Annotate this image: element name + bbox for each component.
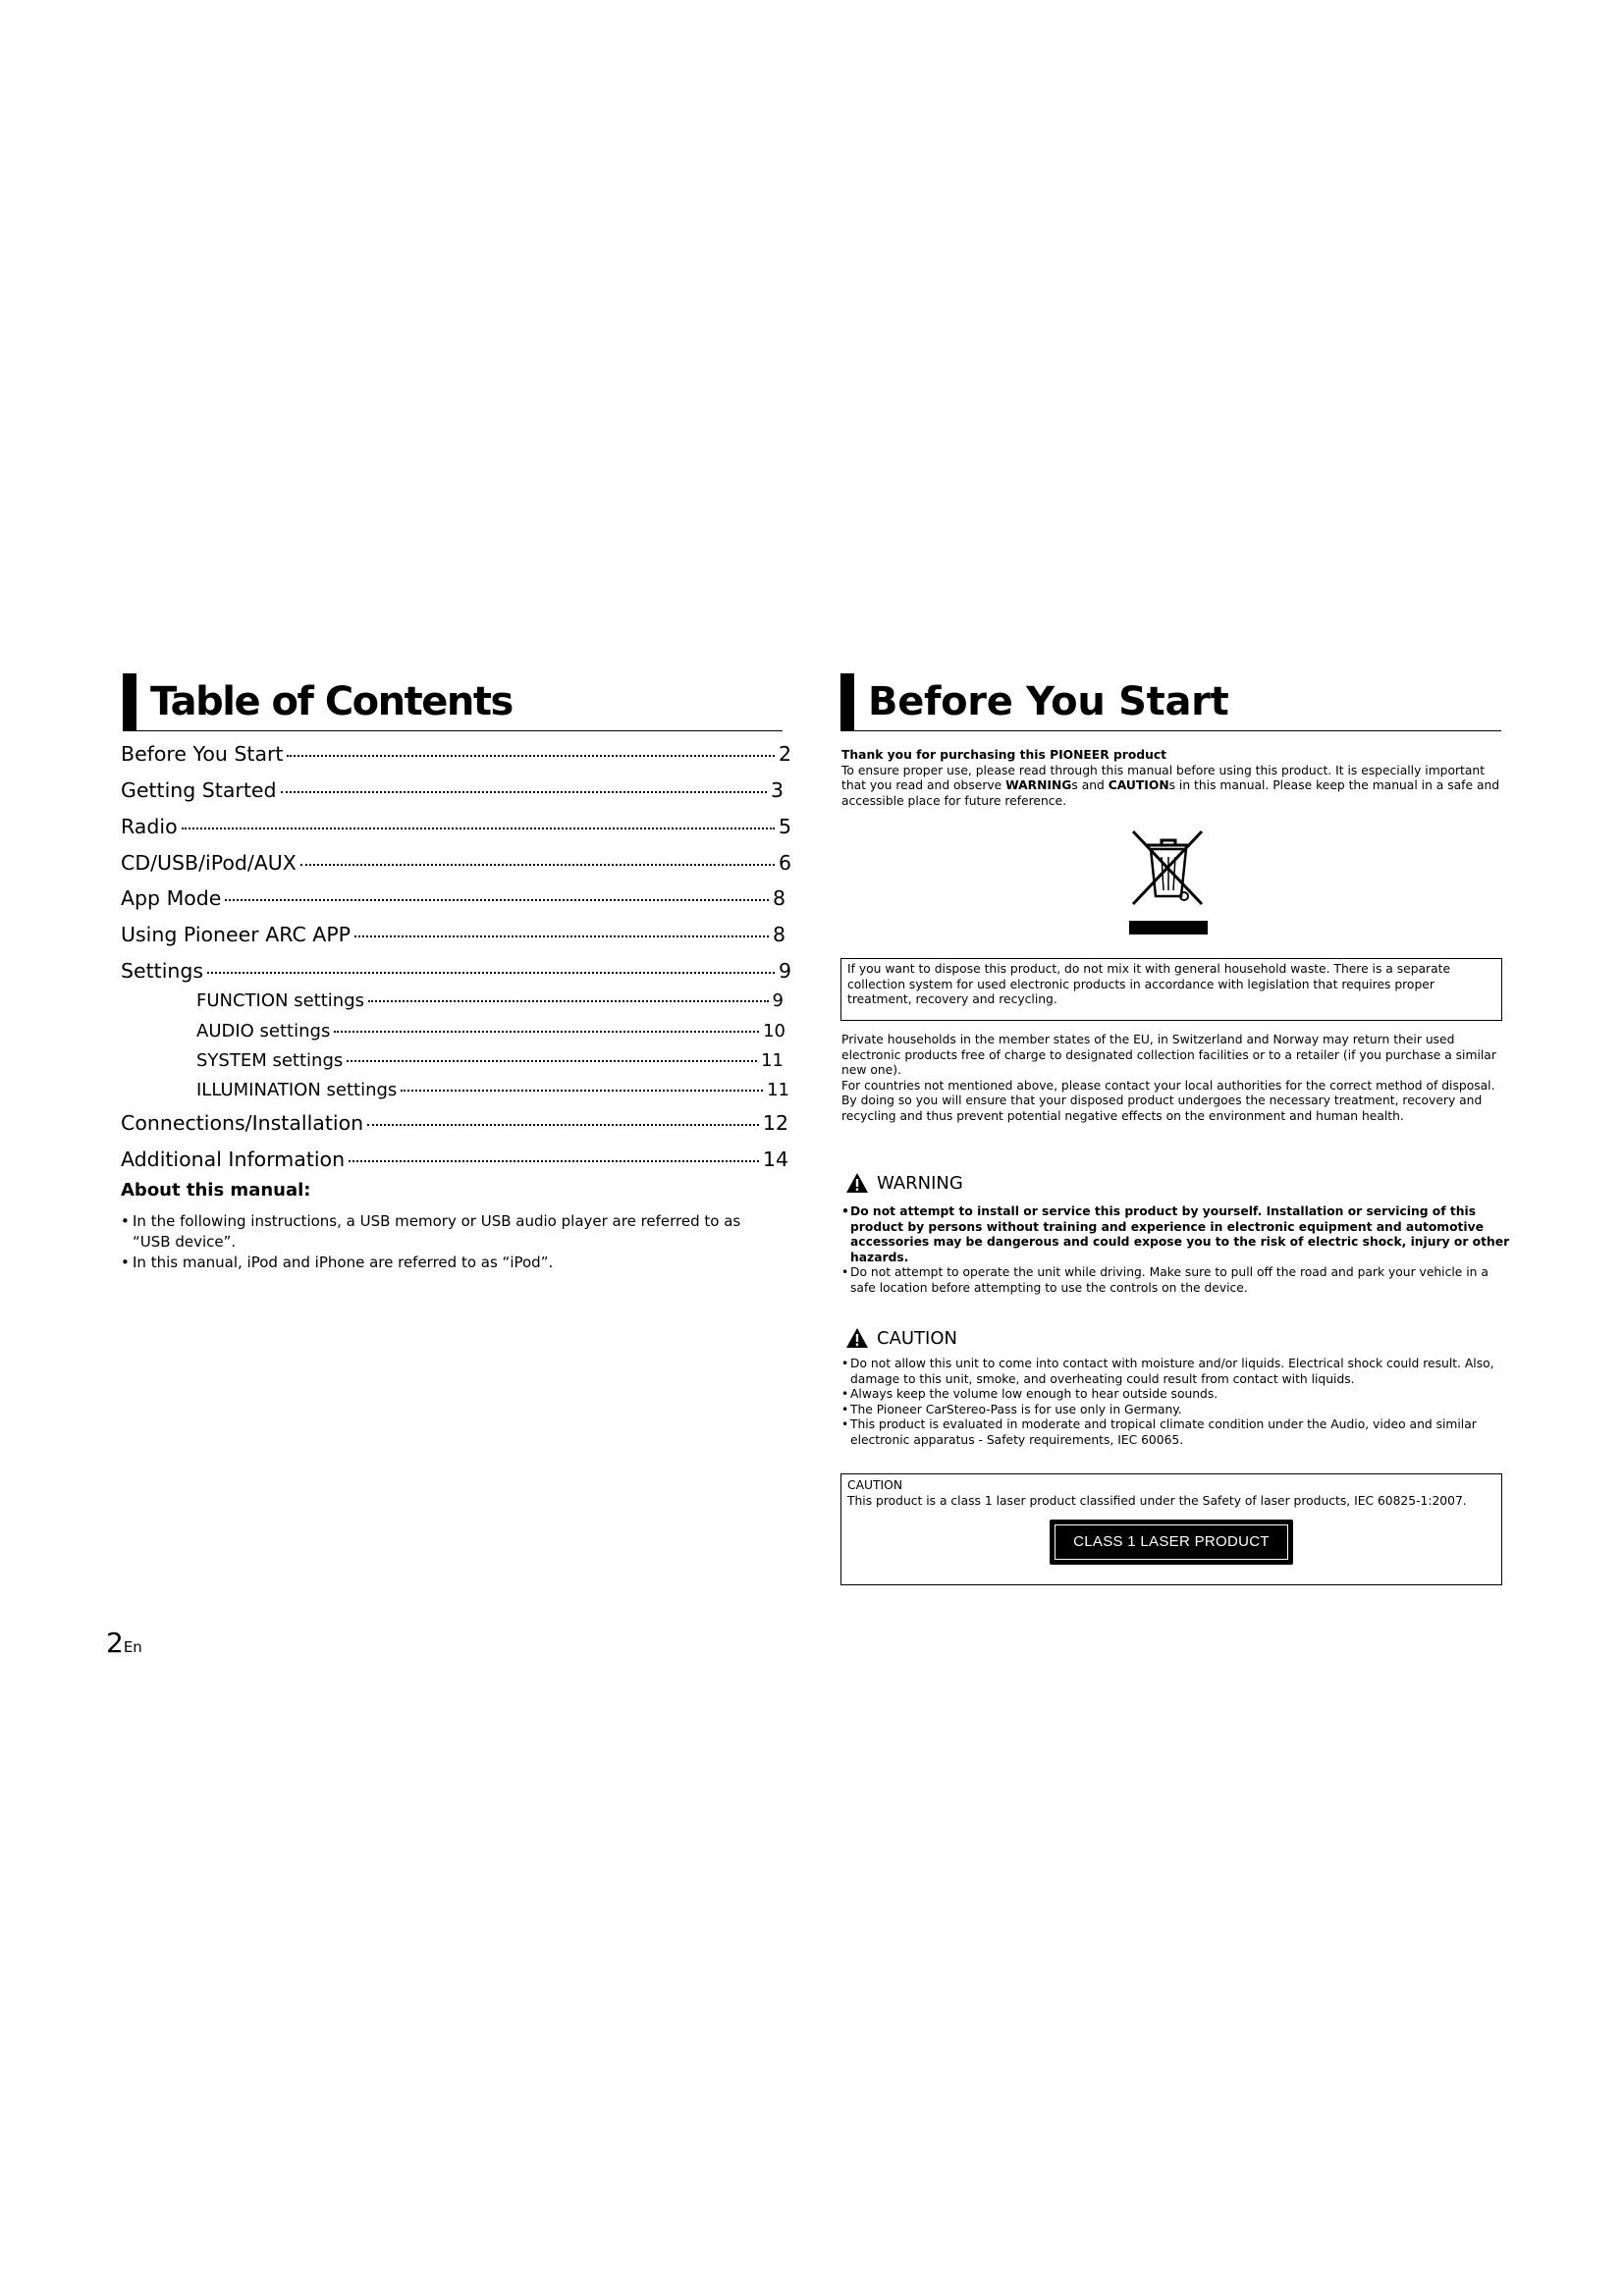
caution-title: CAUTION <box>877 1327 957 1349</box>
crossed-out-wheelie-bin-icon <box>1129 828 1208 935</box>
toc-entry-label: Connections/Installation <box>121 1111 364 1135</box>
toc-entry-settings[interactable] <box>121 959 791 983</box>
toc-entry-label: Radio <box>121 815 178 838</box>
caution-item: • Do not allow this unit to come into contact with moisture and/or liquids. Electrical shock could result. Also, damage to this unit, smoke, and overheating could result from contact with liquids. <box>841 1357 1501 1387</box>
toc-entry-label: ILLUMINATION settings <box>196 1080 398 1100</box>
intro-text-part: To ensure proper use, please read through this manual before using this product. It is especially important that you read and observe <box>841 763 1486 793</box>
thank-you-heading: Thank you for purchasing this PIONEER product <box>841 748 1167 762</box>
before-you-start-heading <box>840 673 1501 731</box>
caution-triangle-icon <box>845 1327 869 1349</box>
intro-text-part: s and <box>1071 778 1109 793</box>
toc-entry-page: 9 <box>772 990 784 1011</box>
caution-item: • Always keep the volume low enough to hear outside sounds. <box>841 1387 1501 1403</box>
toc-entry-using-pioneer-arc-app[interactable] <box>121 923 785 946</box>
page-number-value: 2 <box>106 1627 124 1659</box>
toc-entry-label: SYSTEM settings <box>196 1050 344 1071</box>
caution-list <box>841 1357 1501 1448</box>
toc-entry-page: 11 <box>761 1050 784 1071</box>
about-manual-heading: About this manual: <box>121 1180 311 1201</box>
toc-leader <box>368 1000 769 1002</box>
toc-leader <box>334 1031 759 1033</box>
toc-leader <box>367 1124 759 1126</box>
toc-entry-before-you-start[interactable] <box>121 742 791 766</box>
toc-entry-illumination-settings[interactable] <box>196 1080 789 1100</box>
warning-list <box>841 1204 1517 1296</box>
laser-label-text: CLASS 1 LASER PRODUCT <box>1055 1524 1288 1560</box>
laser-caution-box <box>840 1473 1502 1585</box>
toc-entry-radio[interactable] <box>121 815 791 838</box>
private-households-text: Private households in the member states of the EU, in Switzerland and Norway may return their used electronic products free of charge to designated collection facilities or to a retailer (if you purchase a similar new one). <box>841 1033 1496 1078</box>
warning-triangle-icon <box>845 1172 869 1194</box>
heading-bar <box>840 673 854 730</box>
toc-entry-page: 11 <box>767 1080 789 1100</box>
toc-leader <box>347 1060 757 1062</box>
toc-leader <box>287 755 774 757</box>
intro-text <box>841 748 1501 809</box>
other-countries-text: For countries not mentioned above, please contact your local authorities for the correct method of disposal. <box>841 1078 1495 1093</box>
toc-entry-page: 14 <box>762 1148 788 1171</box>
toc-entry-label: Before You Start <box>121 742 284 766</box>
caution-keyword: CAUTION <box>1108 778 1169 793</box>
laser-caution-text: This product is a class 1 laser product classified under the Safety of laser products, IEC 60825-1:2007. <box>847 1493 1467 1508</box>
toc-heading <box>123 673 783 731</box>
page-language-suffix: En <box>123 1638 142 1656</box>
toc-entry-additional-information[interactable] <box>121 1148 788 1171</box>
intro-text-part: s in this manual. Please keep the manual in a safe and accessible place for future reference. <box>841 778 1500 808</box>
toc-title: Table of Contents <box>150 679 513 724</box>
warning-item: • Do not attempt to install or service this product by yourself. Installation or servicing of this product by persons without training and experience in electronic equipment and automotive accessories may be dangerous and could expose you to the risk of electric shock, injury or other hazards. <box>841 1204 1517 1265</box>
toc-entry-label: FUNCTION settings <box>196 990 364 1011</box>
warning-keyword: WARNING <box>1005 778 1072 793</box>
toc-entry-page: 8 <box>772 923 785 946</box>
laser-caution-heading: CAUTION <box>847 1478 903 1492</box>
about-manual-item: • In the following instructions, a USB memory or USB audio player are referred to as “USB device”. <box>121 1211 769 1253</box>
toc-leader <box>300 864 775 866</box>
toc-entry-cd-usb-ipod-aux[interactable] <box>121 851 791 875</box>
toc-entry-page: 2 <box>778 742 791 766</box>
toc-entry-audio-settings[interactable] <box>196 1021 785 1041</box>
toc-entry-getting-started[interactable] <box>121 778 784 802</box>
toc-leader <box>281 791 767 793</box>
intro-paragraph <box>841 764 1501 810</box>
about-manual-list <box>121 1211 769 1273</box>
before-you-start-title: Before You Start <box>868 679 1229 724</box>
caution-item: • This product is evaluated in moderate and tropical climate condition under the Audio, video and similar electronic apparatus - Safety requirements, IEC 60065. <box>841 1417 1501 1448</box>
toc-leader <box>207 972 775 974</box>
caution-heading <box>845 1327 957 1349</box>
toc-entry-page: 9 <box>778 959 791 983</box>
toc-entry-page: 6 <box>778 851 791 875</box>
disposal-notice-text: If you want to dispose this product, do not mix it with general household waste. There is a separate collection system for used electronic products in accordance with legislation that requires proper treatment, recovery and recycling. <box>847 962 1451 1006</box>
toc-entry-page: 10 <box>763 1021 785 1041</box>
toc-entry-function-settings[interactable] <box>196 990 784 1011</box>
toc-entry-system-settings[interactable] <box>196 1050 784 1071</box>
toc-leader <box>349 1160 759 1162</box>
toc-entry-page: 8 <box>772 886 785 910</box>
about-manual-item: • In this manual, iPod and iPhone are referred to as “iPod”. <box>121 1253 769 1273</box>
by-doing-so-text: By doing so you will ensure that your disposed product undergoes the necessary treatment, recovery and recycling and thus prevent potential negative effects on the environment and human health. <box>841 1094 1483 1123</box>
heading-bar <box>123 673 136 730</box>
toc-entry-app-mode[interactable] <box>121 886 785 910</box>
class-1-laser-product-label <box>1050 1520 1293 1565</box>
toc-entry-connections-installation[interactable] <box>121 1111 788 1135</box>
page-number <box>106 1629 142 1657</box>
toc-entry-page: 3 <box>770 778 784 802</box>
toc-entry-label: CD/USB/iPod/AUX <box>121 851 297 875</box>
toc-entry-label: AUDIO settings <box>196 1021 331 1041</box>
toc-leader <box>182 828 775 829</box>
toc-entry-page: 12 <box>762 1111 788 1135</box>
warning-heading <box>845 1172 963 1194</box>
caution-item: • The Pioneer CarStereo-Pass is for use only in Germany. <box>841 1403 1501 1418</box>
warning-item: • Do not attempt to operate the unit while driving. Make sure to pull off the road and park your vehicle in a safe location before attempting to use the controls on the device. <box>841 1265 1510 1296</box>
disposal-notice-box <box>840 958 1502 1021</box>
toc-leader <box>401 1090 763 1092</box>
toc-entry-label: Getting Started <box>121 778 277 802</box>
toc-entry-label: Using Pioneer ARC APP <box>121 923 352 946</box>
disposal-info <box>841 1033 1501 1125</box>
warning-title: WARNING <box>877 1172 963 1194</box>
toc-entry-page: 5 <box>778 815 791 838</box>
toc-leader <box>354 935 769 937</box>
toc-entry-label: App Mode <box>121 886 222 910</box>
toc-entry-label: Settings <box>121 959 204 983</box>
toc-entry-label: Additional Information <box>121 1148 346 1171</box>
toc-leader <box>225 899 769 901</box>
